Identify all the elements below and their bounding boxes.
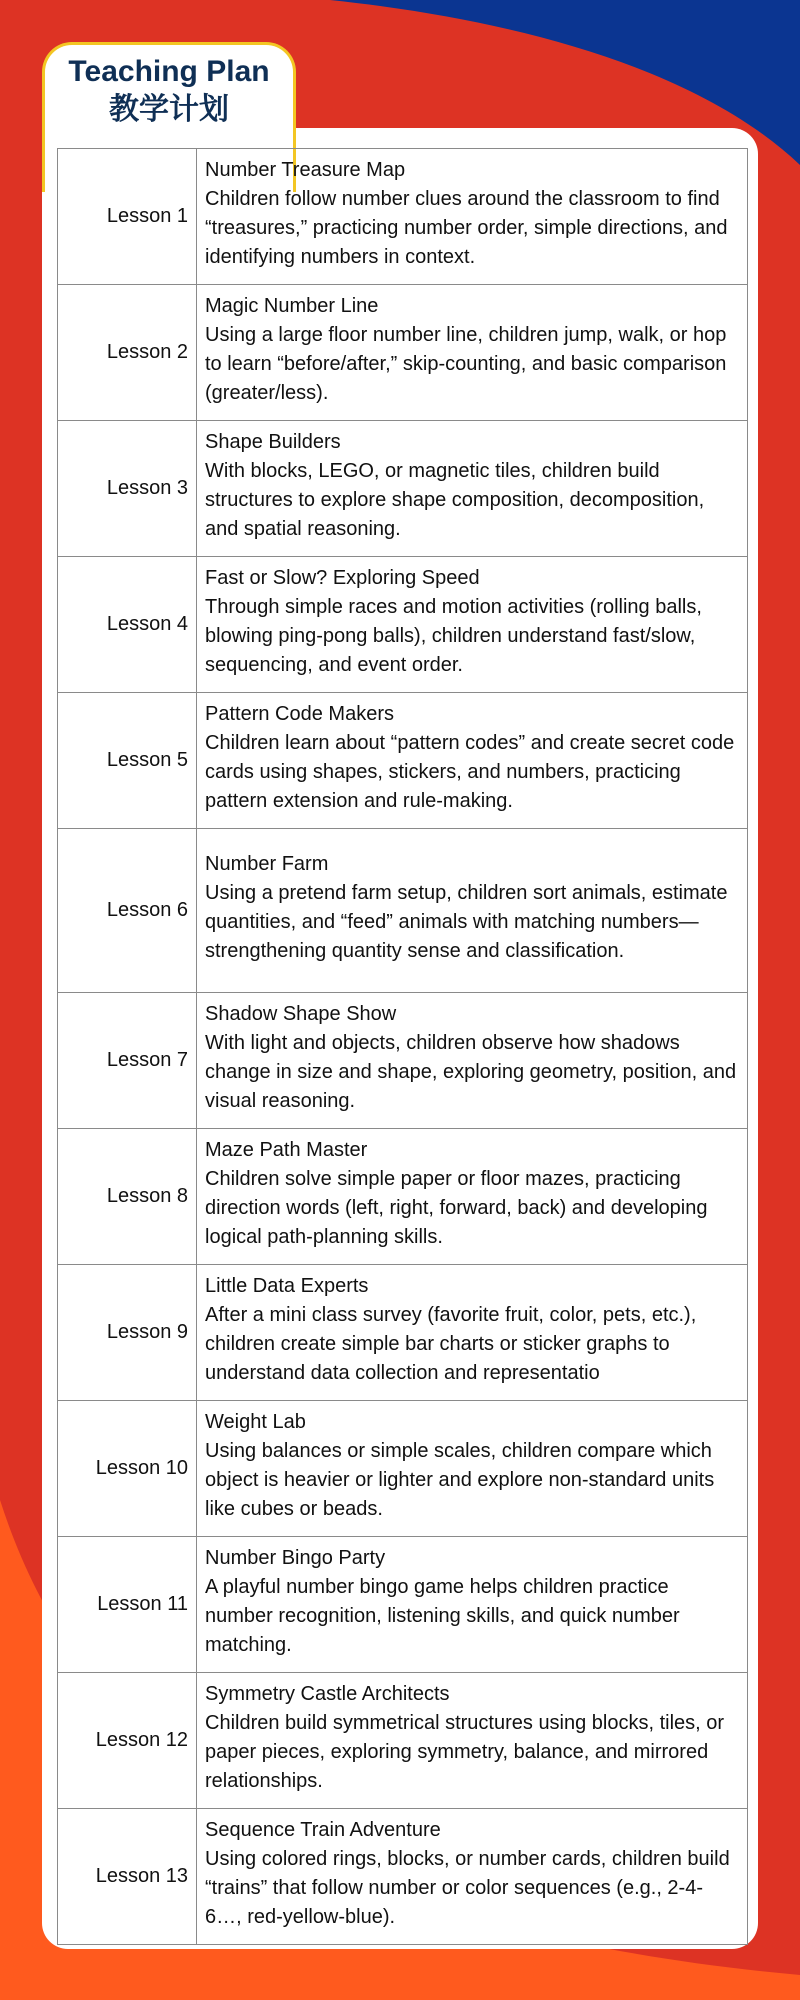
table-row xyxy=(58,421,748,557)
lesson-title: Pattern Code Makers xyxy=(205,703,394,725)
lesson-description: Using a large floor number line, children jump, walk, or hop to learn “before/after,” skip-counting, and basic comparison (greater/less). xyxy=(205,324,727,404)
lesson-details xyxy=(197,1809,748,1945)
lesson-title: Fast or Slow? Exploring Speed xyxy=(205,567,480,589)
lesson-details xyxy=(197,1129,748,1265)
lesson-title: Number Bingo Party xyxy=(205,1547,386,1569)
lesson-description: Children follow number clues around the classroom to find “treasures,” practicing number order, simple directions, and identifying numbers in context. xyxy=(205,188,728,268)
table-row xyxy=(58,285,748,421)
lesson-details xyxy=(197,1401,748,1537)
lesson-label: Lesson 1 xyxy=(58,149,197,285)
table-row xyxy=(58,693,748,829)
lesson-label: Lesson 11 xyxy=(58,1537,197,1673)
lesson-details xyxy=(197,1537,748,1673)
lesson-details xyxy=(197,149,748,285)
lesson-title: Shape Builders xyxy=(205,431,341,453)
lesson-details xyxy=(197,829,748,993)
lesson-label: Lesson 12 xyxy=(58,1673,197,1809)
table-row xyxy=(58,1265,748,1401)
lesson-description: With light and objects, children observe how shadows change in size and shape, exploring geometry, position, and visual reasoning. xyxy=(205,1032,737,1112)
table-row xyxy=(58,1129,748,1265)
lesson-description: Using a pretend farm setup, children sort animals, estimate quantities, and “feed” animals with matching numbers—strengthening quantity sense and classification. xyxy=(205,882,728,962)
lesson-description: With blocks, LEGO, or magnetic tiles, children build structures to explore shape composition, decomposition, and spatial reasoning. xyxy=(205,460,705,540)
lesson-label: Lesson 8 xyxy=(58,1129,197,1265)
lesson-label: Lesson 13 xyxy=(58,1809,197,1945)
lesson-table xyxy=(57,148,748,1945)
lesson-description: After a mini class survey (favorite fruit, color, pets, etc.), children create simple bar charts or sticker graphs to understand data collection and representatio xyxy=(205,1304,697,1384)
lesson-description: Using balances or simple scales, children compare which object is heavier or lighter and explore non-standard units like cubes or beads. xyxy=(205,1440,715,1520)
table-row xyxy=(58,993,748,1129)
lesson-label: Lesson 10 xyxy=(58,1401,197,1537)
table-row xyxy=(58,1809,748,1945)
lesson-title: Sequence Train Adventure xyxy=(205,1819,441,1841)
lesson-label: Lesson 4 xyxy=(58,557,197,693)
table-row xyxy=(58,1537,748,1673)
lesson-label: Lesson 9 xyxy=(58,1265,197,1401)
lesson-title: Shadow Shape Show xyxy=(205,1003,397,1025)
table-row xyxy=(58,1401,748,1537)
lesson-details xyxy=(197,693,748,829)
page-title-chinese: 教学计划 xyxy=(109,93,229,126)
lesson-title: Number Farm xyxy=(205,853,329,875)
page-title: Teaching Plan xyxy=(68,55,270,88)
lesson-label: Lesson 2 xyxy=(58,285,197,421)
lesson-description: Children learn about “pattern codes” and create secret code cards using shapes, stickers, and numbers, practicing pattern extension and rule-making. xyxy=(205,732,735,812)
lesson-label: Lesson 6 xyxy=(58,829,197,993)
lesson-description: A playful number bingo game helps children practice number recognition, listening skills, and quick number matching. xyxy=(205,1576,680,1656)
lesson-details xyxy=(197,1673,748,1809)
lesson-label: Lesson 5 xyxy=(58,693,197,829)
lesson-title: Weight Lab xyxy=(205,1411,306,1433)
lesson-description: Children solve simple paper or floor mazes, practicing direction words (left, right, forward, back) and developing logical path-planning skills. xyxy=(205,1168,708,1248)
lesson-title: Number Treasure Map xyxy=(205,159,406,181)
lesson-title: Symmetry Castle Architects xyxy=(205,1683,450,1705)
lesson-details xyxy=(197,285,748,421)
table-row xyxy=(58,829,748,993)
lesson-title: Little Data Experts xyxy=(205,1275,369,1297)
lesson-title: Maze Path Master xyxy=(205,1139,368,1161)
lesson-details xyxy=(197,557,748,693)
lesson-description: Through simple races and motion activities (rolling balls, blowing ping-pong balls), children understand fast/slow, sequencing, and event order. xyxy=(205,596,702,676)
lesson-description: Children build symmetrical structures using blocks, tiles, or paper pieces, exploring symmetry, balance, and mirrored relationships. xyxy=(205,1712,725,1792)
lesson-details xyxy=(197,1265,748,1401)
table-row xyxy=(58,1673,748,1809)
lesson-details xyxy=(197,993,748,1129)
lesson-description: Using colored rings, blocks, or number cards, children build “trains” that follow number or color sequences (e.g., 2-4-6…, red-yellow-blue). xyxy=(205,1848,730,1928)
lesson-label: Lesson 7 xyxy=(58,993,197,1129)
table-row xyxy=(58,149,748,285)
lesson-label: Lesson 3 xyxy=(58,421,197,557)
lesson-details xyxy=(197,421,748,557)
table-row xyxy=(58,557,748,693)
lesson-title: Magic Number Line xyxy=(205,295,379,317)
